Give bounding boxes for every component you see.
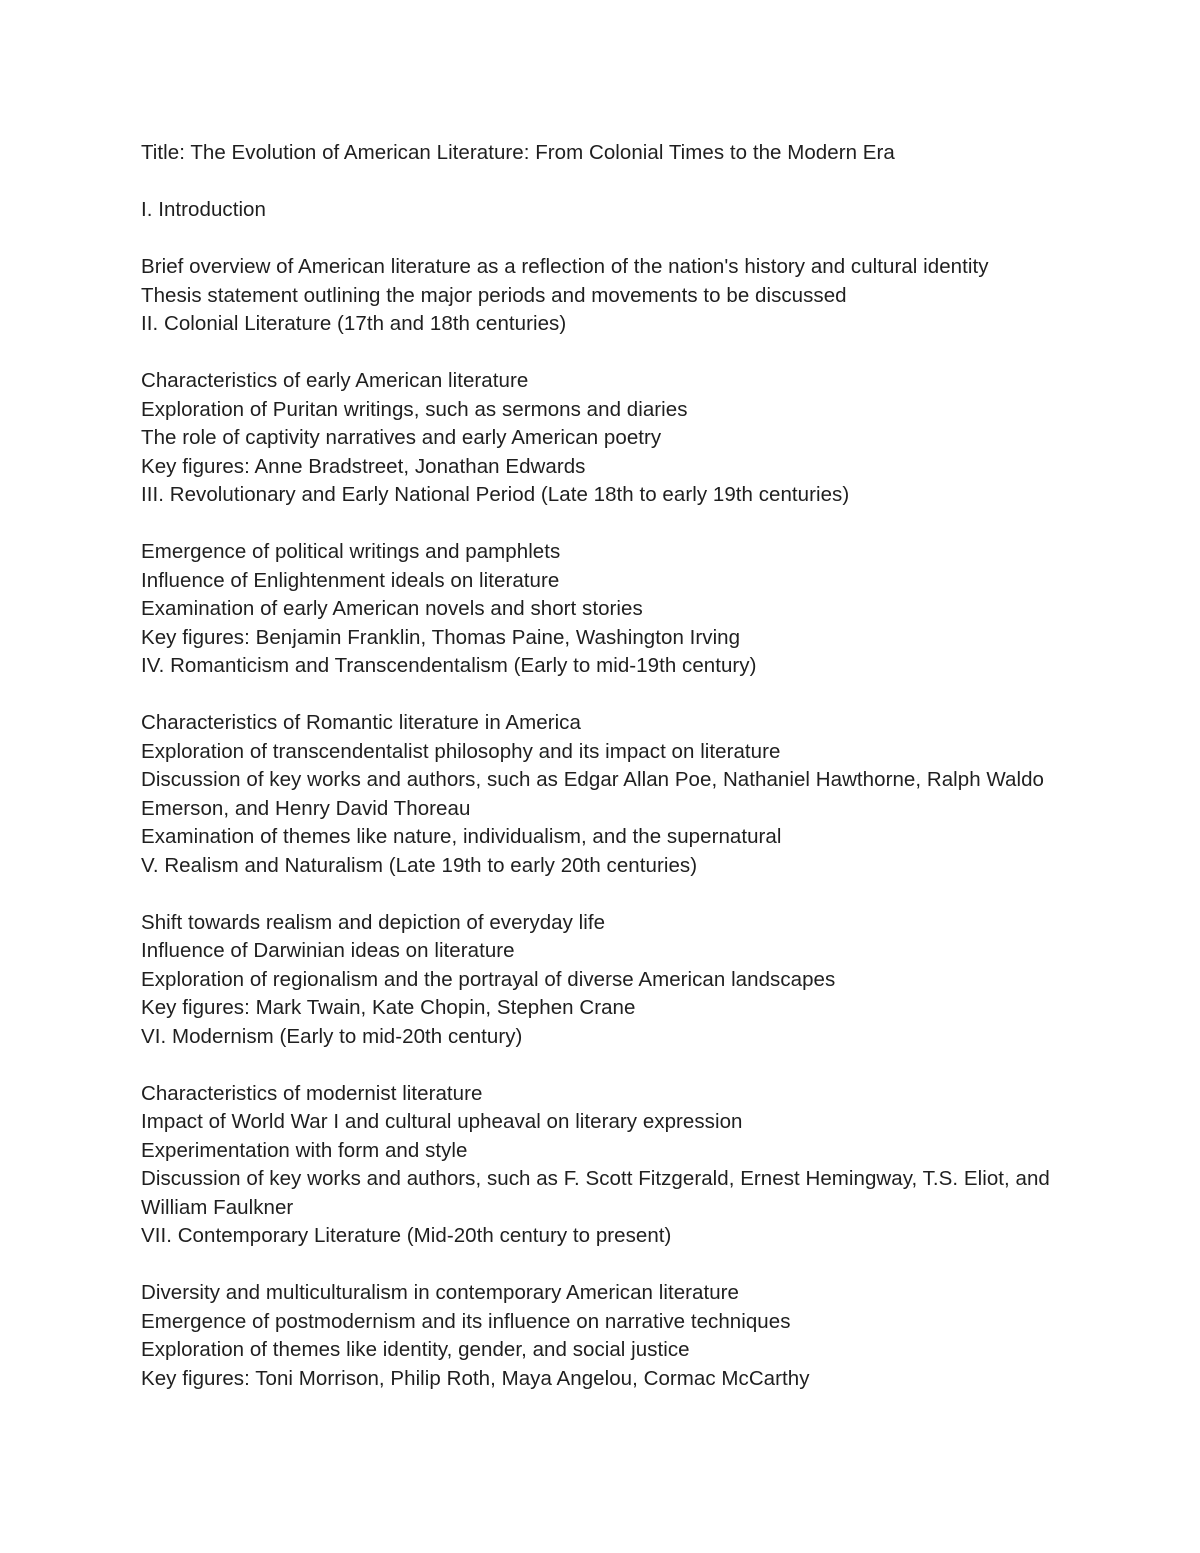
blank-line — [141, 681, 1071, 710]
section-item: Exploration of regionalism and the portrayal of diverse American landscapes — [141, 967, 836, 991]
section-modernism — [141, 1023, 1071, 1223]
section-item: Key figures: Anne Bradstreet, Jonathan Edwards — [141, 454, 586, 478]
blank-line — [141, 880, 1071, 909]
section-item: Diversity and multiculturalism in contemporary American literature — [141, 1281, 740, 1304]
section-introduction — [141, 196, 1071, 310]
section-heading: VII. Contemporary Literature (Mid-20th century to present) — [141, 1224, 672, 1247]
blank-line — [141, 510, 1071, 539]
section-heading: II. Colonial Literature (17th and 18th centuries) — [141, 312, 567, 335]
section-item: Discussion of key works and authors, such as Edgar Allan Poe, Nathaniel Hawthorne, Ralph Waldo Emerson, and Henry David Thoreau — [141, 768, 1050, 820]
section-item: Experimentation with form and style — [141, 1138, 468, 1162]
section-heading: V. Realism and Naturalism (Late 19th to early 20th centuries) — [141, 853, 698, 877]
section-item: Discussion of key works and authors, such as F. Scott Fitzgerald, Ernest Hemingway, T.S. Eliot, and William Faulkner — [141, 1167, 1056, 1219]
section-item: Characteristics of modernist literature — [141, 1081, 483, 1105]
document-body — [141, 139, 1071, 1393]
section-heading: IV. Romanticism and Transcendentalism (Early to mid-19th century) — [141, 654, 757, 677]
section-item: Influence of Darwinian ideas on literature — [141, 939, 515, 962]
document-title: Title: The Evolution of American Literature: From Colonial Times to the Modern Era — [141, 141, 895, 164]
section-item: Influence of Enlightenment ideals on literature — [141, 568, 560, 592]
section-item: Key figures: Mark Twain, Kate Chopin, Stephen Crane — [141, 996, 636, 1019]
section-item: Examination of early American novels and short stories — [141, 597, 643, 620]
section-item: Thesis statement outlining the major periods and movements to be discussed — [141, 283, 847, 307]
section-realism — [141, 852, 1071, 1023]
section-item: Exploration of Puritan writings, such as sermons and diaries — [141, 397, 688, 421]
section-heading: VI. Modernism (Early to mid-20th century) — [141, 1024, 523, 1048]
section-item: Exploration of themes like identity, gender, and social justice — [141, 1338, 690, 1361]
section-revolutionary — [141, 481, 1071, 652]
section-item: Impact of World War I and cultural upheaval on literary expression — [141, 1110, 743, 1133]
section-colonial — [141, 310, 1071, 481]
blank-line — [141, 1051, 1071, 1080]
blank-line — [141, 225, 1071, 254]
section-item: Emergence of political writings and pamphlets — [141, 540, 561, 563]
blank-line — [141, 339, 1071, 368]
blank-line — [141, 1251, 1071, 1280]
section-contemporary — [141, 1222, 1071, 1393]
section-item: Emergence of postmodernism and its influence on narrative techniques — [141, 1309, 791, 1333]
section-item: Characteristics of early American literature — [141, 369, 529, 392]
blank-line — [141, 168, 1071, 197]
section-item: Shift towards realism and depiction of everyday life — [141, 910, 606, 934]
section-item: Exploration of transcendentalist philosophy and its impact on literature — [141, 739, 781, 763]
section-item: Characteristics of Romantic literature in America — [141, 711, 581, 734]
section-item: Examination of themes like nature, individualism, and the supernatural — [141, 825, 782, 848]
section-item: Key figures: Toni Morrison, Philip Roth, Maya Angelou, Cormac McCarthy — [141, 1366, 810, 1390]
section-item: The role of captivity narratives and early American poetry — [141, 426, 662, 449]
section-heading: I. Introduction — [141, 198, 266, 221]
section-romanticism — [141, 652, 1071, 852]
section-heading: III. Revolutionary and Early National Period (Late 18th to early 19th centuries) — [141, 483, 850, 506]
section-item: Key figures: Benjamin Franklin, Thomas Paine, Washington Irving — [141, 625, 741, 649]
section-item: Brief overview of American literature as a reflection of the nation's history and cultural identity — [141, 255, 989, 278]
